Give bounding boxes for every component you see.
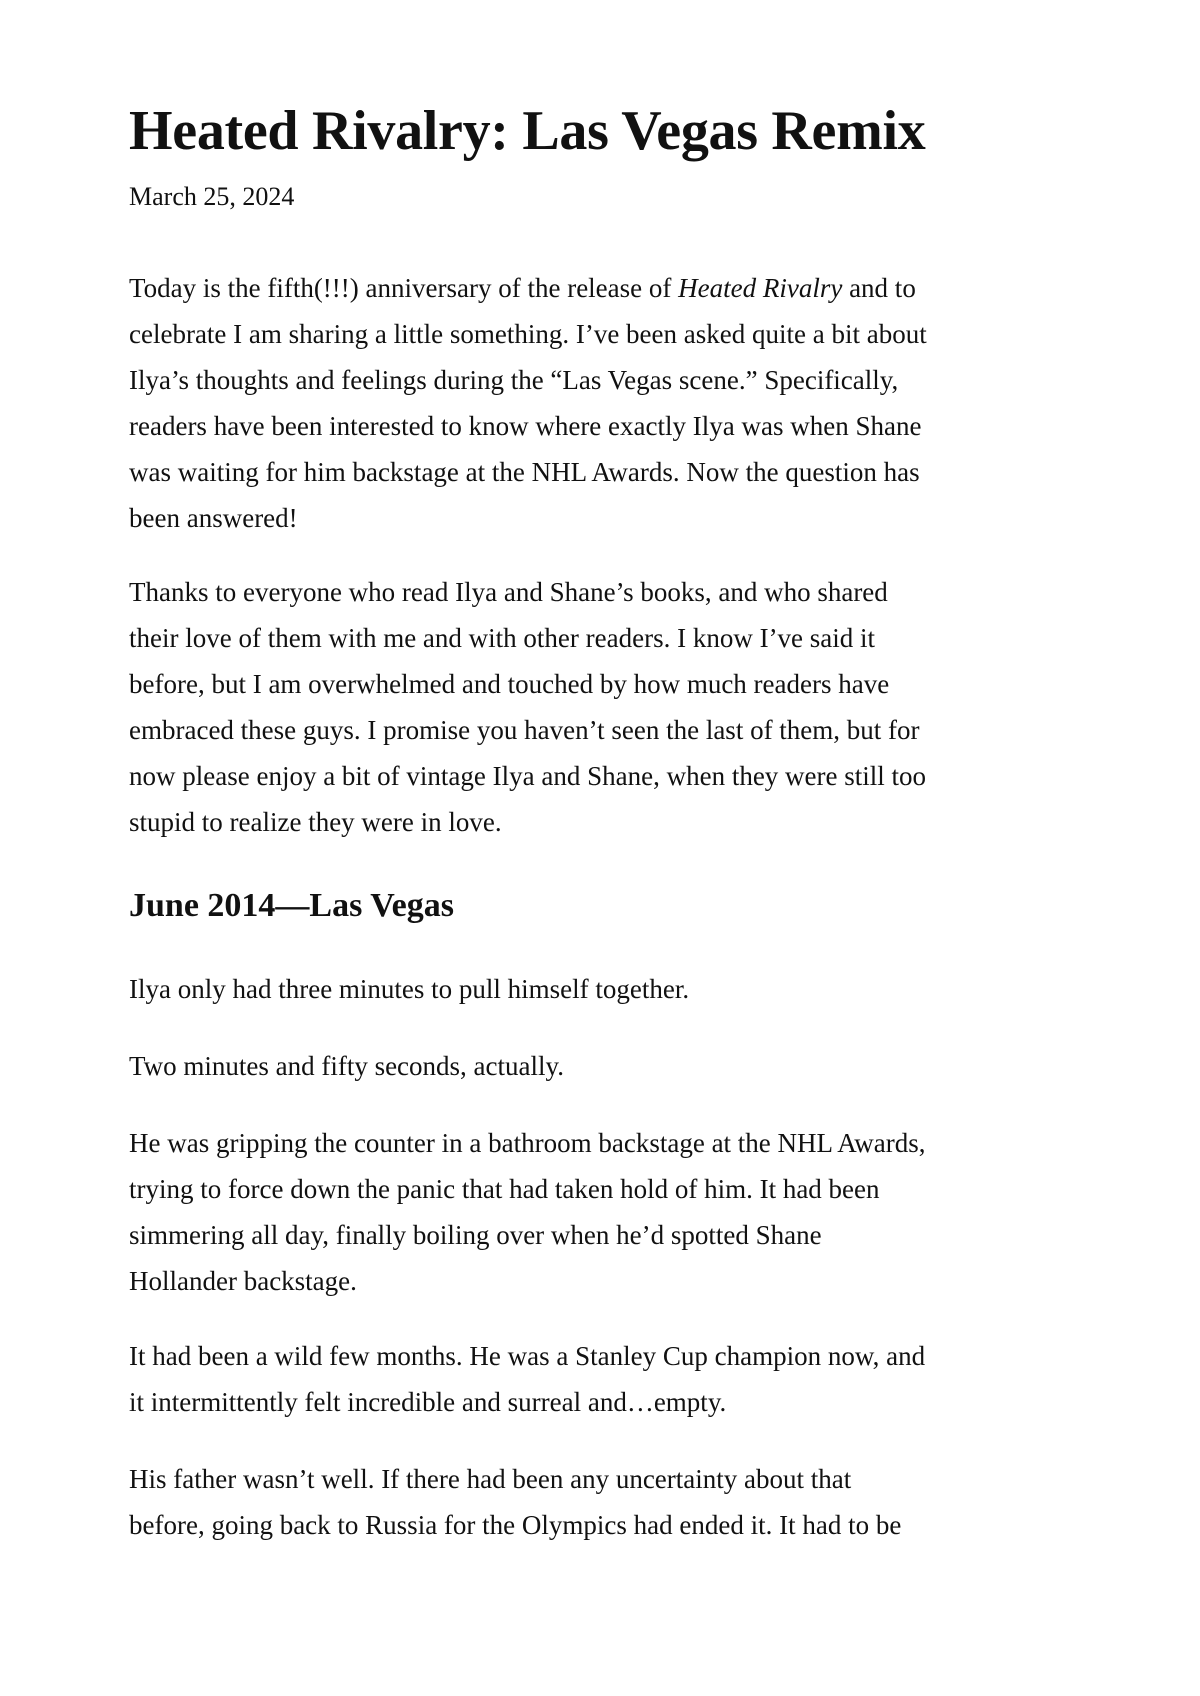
text-line: before, but I am overwhelmed and touched by how much readers have [129,669,890,699]
story-paragraph [129,1456,1089,1548]
text-line: their love of them with me and with other readers. I know I’ve said it [129,623,876,653]
book-title: Heated Rivalry [678,273,843,303]
story-paragraph [129,1333,1089,1425]
text-line: was waiting for him backstage at the NHL Awards. Now the question has [129,457,920,487]
text-segment: and to [842,273,916,303]
text-line: it intermittently felt incredible and surreal and…empty. [129,1387,727,1417]
text-line: embraced these guys. I promise you haven’t seen the last of them, but for [129,715,920,745]
text-line: simmering all day, finally boiling over when he’d spotted Shane [129,1220,822,1250]
text-line: Ilya only had three minutes to pull himself together. [129,974,690,1004]
text-line: He was gripping the counter in a bathroom backstage at the NHL Awards, [129,1128,926,1158]
thanks-paragraph [129,569,1089,845]
text-line: trying to force down the panic that had taken hold of him. It had been [129,1174,880,1204]
page-title: Heated Rivalry: Las Vegas Remix [129,100,926,162]
text-line: It had been a wild few months. He was a Stanley Cup champion now, and [129,1341,926,1371]
text-line: before, going back to Russia for the Olympics had ended it. It had to be [129,1510,902,1540]
intro-paragraph [129,265,1089,541]
text-segment: Today is the fifth(!!!) anniversary of the release of [129,273,679,303]
text-line: Thanks to everyone who read Ilya and Shane’s books, and who shared [129,577,888,607]
text-line: Two minutes and fifty seconds, actually. [129,1051,565,1081]
text-line: His father wasn’t well. If there had been any uncertainty about that [129,1464,852,1494]
section-heading: June 2014—Las Vegas [129,887,454,924]
story-paragraph [129,966,1089,1012]
text-line: now please enjoy a bit of vintage Ilya and Shane, when they were still too [129,761,927,791]
text-line: Hollander backstage. [129,1266,357,1296]
text-line: Ilya’s thoughts and feelings during the “Las Vegas scene.” Specifically, [129,365,899,395]
story-paragraph [129,1043,1089,1089]
text-line: readers have been interested to know where exactly Ilya was when Shane [129,411,922,441]
text-line: celebrate I am sharing a little something. I’ve been asked quite a bit about [129,319,927,349]
text-line: been answered! [129,503,298,533]
text-line [129,265,1089,311]
post-date: March 25, 2024 [129,182,295,211]
text-line: stupid to realize they were in love. [129,807,502,837]
story-paragraph [129,1120,1089,1304]
